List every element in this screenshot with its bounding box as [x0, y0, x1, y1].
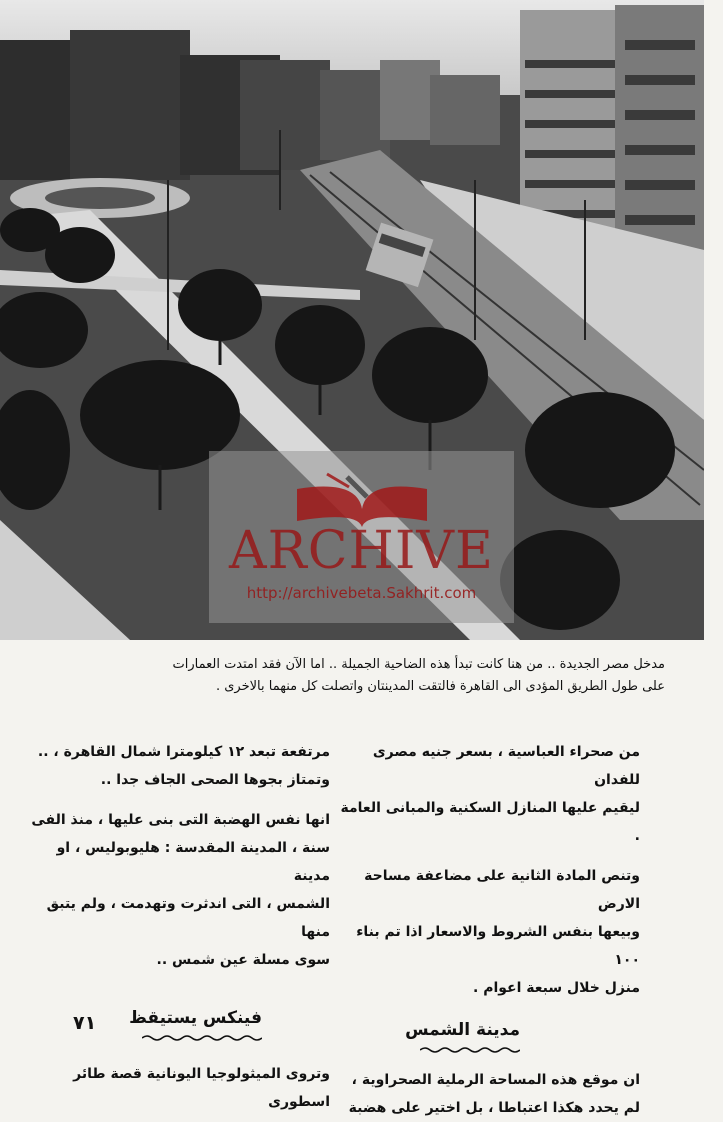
text-line: وتروى الميثولوجيا اليونانية قصة طائر اسطورى — [73, 1066, 330, 1110]
text-line: وتمتاز بجوها الصحى الجاف جدا .. — [100, 772, 330, 788]
text-line: انها نفس الهضبة التى بنى عليها ، منذ الفى — [31, 812, 330, 828]
caption-line: على طول الطريق المؤدى الى القاهرة فالتقت المدينتان واتصلت كل منهما بالاخرى . — [215, 679, 665, 694]
book-logo-icon — [287, 469, 437, 529]
section-heading — [405, 1016, 520, 1054]
text-line: سوى مسلة عين شمس .. — [156, 952, 330, 968]
text-line: ليقيم عليها المنازل السكنية والمبانى العامة . — [340, 800, 640, 844]
photo-caption — [20, 654, 665, 698]
watermark-url: http://archivebeta.Sakhrit.com — [246, 584, 477, 602]
caption-line: مدخل مصر الجديدة .. من هنا كانت تبدأ هذه الضاحية الجميلة .. اما الآن فقد امتدت العمارات — [172, 657, 665, 672]
section-heading-text: مدينة الشمس — [405, 1020, 520, 1040]
wavy-underline — [142, 1034, 262, 1042]
archive-watermark — [209, 451, 514, 623]
text-line: وبيعها بنفس الشروط والاسعار اذا تم بناء ١٠٠ — [356, 924, 640, 968]
section-heading-text: فينكس يستيقظ — [129, 1008, 262, 1028]
page-number: ٧١ — [73, 1012, 97, 1034]
text-line: سنة ، المدينة المقدسة : هليوبوليس ، او مدينة — [56, 840, 330, 884]
text-column-left — [28, 738, 330, 1116]
text-column-right — [338, 738, 640, 1122]
text-line: وتنص المادة الثانية على مضاعفة مساحة الارض — [364, 868, 640, 912]
text-line: ان موقع هذه المساحة الرملية الصحراوية ، — [351, 1072, 640, 1088]
section-heading — [129, 1004, 262, 1042]
text-line: من صحراء العباسية ، بسعر جنيه مصرى للفدان — [372, 744, 640, 788]
wavy-underline — [420, 1046, 520, 1054]
watermark-title: ARCHIVE — [229, 521, 494, 581]
text-line: منزل خلال سبعة اعوام . — [473, 980, 640, 996]
text-line: لم يحدد هكذا اعتباطا ، بل اختير على هضبة — [348, 1100, 640, 1116]
text-line: الشمس ، التى اندثرت وتهدمت ، ولم يتبق منها — [46, 896, 330, 940]
text-line: مرتفعة تبعد ١٢ كيلومترا شمال القاهرة ، .. — [37, 744, 330, 760]
